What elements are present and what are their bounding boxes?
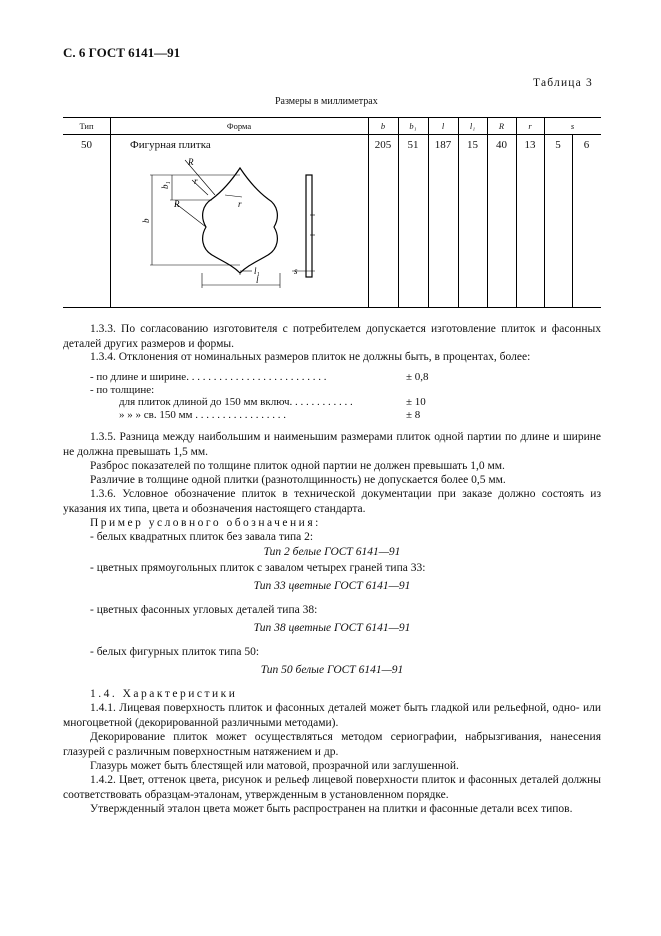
example-2-code: Тип 33 цветные ГОСТ 6141—91 xyxy=(253,580,411,592)
cell-type: 50 xyxy=(81,139,92,151)
paragraph-1-3-3: 1.3.3. По согласованию изготовителя с потребителем допускается изготовление плиток и фасонных деталей других размеров и формы. xyxy=(63,323,601,350)
col-header-s: s xyxy=(570,121,575,131)
paragraph-1-4-2-etalon: Утвержденный эталон цвета может быть распространен на плитки и фасонные детали всех типов. xyxy=(90,803,573,815)
units-caption: Размеры в миллиметрах xyxy=(275,96,378,107)
example-4-code: Тип 50 белые ГОСТ 6141—91 xyxy=(260,664,404,676)
example-1-code: Тип 2 белые ГОСТ 6141—91 xyxy=(263,546,401,558)
col-divider xyxy=(110,117,111,307)
example-4: - белых фигурных плиток типа 50: xyxy=(90,646,260,658)
example-1: - белых квадратных плиток без завала типа 2: xyxy=(90,531,314,543)
label-R2: R xyxy=(174,199,180,209)
example-2: - цветных прямоугольных плиток с завалом четырех граней типа 33: xyxy=(90,562,426,574)
label-r1: r xyxy=(194,176,198,186)
paragraph-1-4-1-decoration: Декорирование плиток может осуществляться методом сериографии, набрызгивания, нанесения глазурей с различным поверхностным натяжением и др. xyxy=(63,731,601,758)
table-top-rule xyxy=(63,117,601,118)
tolerance-over150: » » » св. 150 мм . . . . . . . . . . . . . . . . . xyxy=(119,409,286,421)
col-header-b1: b₁ xyxy=(409,121,417,131)
cell-l: 187 xyxy=(434,139,452,151)
paragraph-1-3-5: 1.3.5. Разница между наибольшим и наименьшим размерами плиток одной партии по длине и ширине не должна превышать 1,5 мм. xyxy=(63,431,601,458)
cell-R: 40 xyxy=(496,139,507,151)
col-header-l: l xyxy=(441,121,445,131)
example-3: - цветных фасонных угловых деталей типа 38: xyxy=(90,604,318,616)
label-r2: r xyxy=(238,199,242,209)
label-l1: l₁ xyxy=(254,266,260,276)
tolerance-over150-value: ± 8 xyxy=(406,409,421,421)
col-header-shape: Форма xyxy=(226,121,252,131)
page-header: С. 6 ГОСТ 6141—91 xyxy=(63,45,181,60)
label-s: s xyxy=(294,266,298,276)
tile-drawing xyxy=(130,155,330,305)
section-1-4-title: 1.4. Характеристики xyxy=(90,688,238,700)
label-b1: b₁ xyxy=(160,181,170,189)
col-divider xyxy=(572,135,573,307)
example-title: Пример условного обозначения: xyxy=(90,517,321,529)
paragraph-1-4-1: 1.4.1. Лицевая поверхность плиток и фасонных деталей может быть гладкой или рельефной, одно- или многоцветной (декорированной различными методами). xyxy=(63,702,601,729)
tile-side-view xyxy=(306,175,312,277)
cell-b1: 51 xyxy=(407,139,419,151)
paragraph-1-4-1-glaze: Глазурь может быть блестящей или матовой, прозрачной или заглушенной. xyxy=(90,760,459,772)
col-header-b: b xyxy=(380,121,386,131)
label-b: b xyxy=(141,218,151,223)
tolerance-length-width: - по длине и ширине. . . . . . . . . . . . . . . . . . . . . . . . . . xyxy=(90,371,327,383)
paragraph-1-3-6: 1.3.6. Условное обозначение плиток в технической документации при заказе должно состоять из указания их типа, цвета и обозначения настоящего стандарта. xyxy=(63,488,601,515)
tolerance-length-width-value: ± 0,8 xyxy=(406,371,429,383)
table-bottom-rule xyxy=(63,307,601,308)
example-3-code: Тип 38 цветные ГОСТ 6141—91 xyxy=(253,622,411,634)
paragraph-1-4-2: 1.4.2. Цвет, оттенок цвета, рисунок и рельеф лицевой поверхности плиток и фасонных деталей должны соответствовать образцам-эталонам, утвержденным в установленном порядке. xyxy=(63,774,601,801)
paragraph-1-3-4: 1.3.4. Отклонения от номинальных размеров плиток не должны быть, в процентах, более: xyxy=(90,351,531,363)
tolerance-upto150-value: ± 10 xyxy=(406,396,426,408)
col-header-r: r xyxy=(528,121,532,131)
label-l: l xyxy=(256,275,259,285)
table-header-rule xyxy=(63,134,601,135)
cell-s2: 6 xyxy=(583,139,590,151)
col-header-l1: l₁ xyxy=(469,121,476,131)
tolerance-thickness: - по толщине: xyxy=(90,384,155,396)
tolerance-upto150: для плиток длиной до 150 мм включ. . . . . . . . . . . . xyxy=(119,396,353,408)
table-label: Таблица 3 xyxy=(533,77,593,89)
col-header-type: Тип xyxy=(79,121,94,131)
tile-outline xyxy=(203,168,278,273)
paragraph-1-3-5-difference: Различие в толщине одной плитки (разнотолщинность) не допускается более 0,5 мм. xyxy=(90,474,506,486)
label-R1: R xyxy=(188,157,194,167)
col-header-R: R xyxy=(498,121,505,131)
cell-shape: Фигурная плитка xyxy=(130,139,211,151)
cell-b: 205 xyxy=(374,139,392,151)
cell-r: 13 xyxy=(524,139,536,151)
cell-s1: 5 xyxy=(555,139,561,151)
paragraph-1-3-5-spread: Разброс показателей по толщине плиток одной партии не должен превышать 1,0 мм. xyxy=(90,460,505,472)
cell-l1: 15 xyxy=(467,139,478,151)
